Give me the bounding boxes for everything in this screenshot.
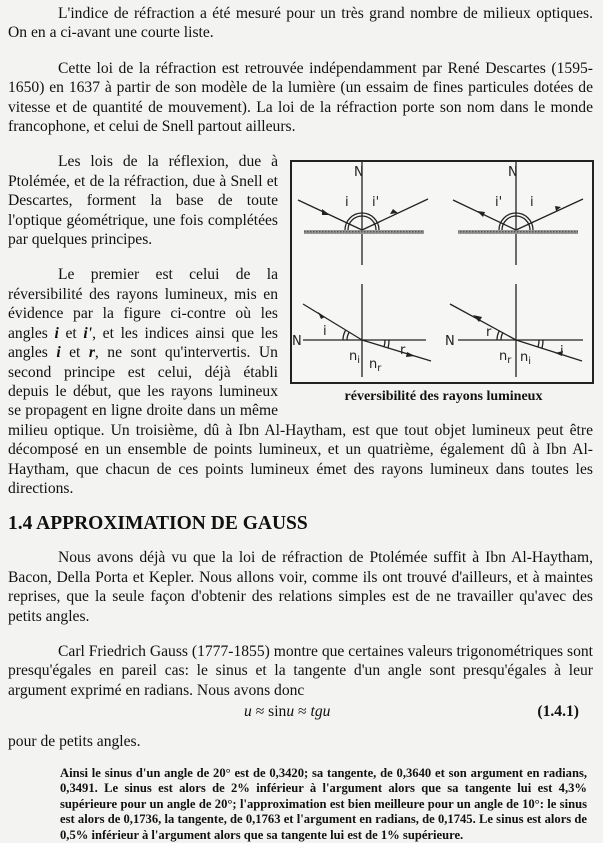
label-i-prime: i' <box>495 195 503 211</box>
label-n-r: $n_r$ <box>369 357 382 375</box>
mirror-surface <box>304 230 424 234</box>
paragraph-principles: Le premier est celui de la réversibilité des rayons lumineux, mis en évidence par la figure ci-contre où les angles i et i', et les indices ainsi que les angles i et r, ne sont qu'intervertis. Un second principe est celui, déjà établi depuis le début, que les rayons lumineux se propagent en ligne droite dans un même milieu optique. Un troisième, dû à Ibn Al-Haytham, est que tout objet lumineux peut être décomposé en un ensemble de points lumineux, et un quatrième, également dû à Ibn Al-Haytham, que chacun de ces points lumineux émet des rayons lumineux dans toutes les directions. <box>8 266 593 497</box>
incident-ray <box>303 304 362 340</box>
paragraph-descartes: Cette loi de la réfraction est retrouvée indépendamment par René Descartes (1595-1650) en 1637 à partir de son modèle de la lumière (un essaim de fines particules dotées de vitesse et de quantité de mouvement). La loi de la réfraction porte son nom dans le monde francophone, et celui de Snell partout ailleurs. <box>8 59 593 136</box>
label-i: i <box>323 324 327 340</box>
label-n-i: $n_i$ <box>349 349 361 367</box>
section-heading: 1.4 APPROXIMATION DE GAUSS <box>8 513 308 535</box>
label-i: i <box>530 195 534 211</box>
paragraph-small-angles: Nous avons déjà vu que la loi de réfraction de Ptolémée suffit à Ibn Al-Haytham, Bacon, Della Porta et Kepler. Nous allons voir, comme ils ont trouvé d'ailleurs, et à maintes reprises, que la seule façon d'obtenir des relations simples est de ne travailler qu'avec des petits angles. <box>8 549 593 625</box>
label-i: i <box>560 344 564 360</box>
label-r: r <box>400 343 406 359</box>
paragraph-laws: Les lois de la réflexion, due à Ptolémée, et de la réfraction, due à Snell et Descartes, forment la base de toute l'optique géométrique, une fois complétées par quelques principes. <box>8 153 278 249</box>
paragraph-conclusion: pour de petits angles. <box>8 733 141 751</box>
equation-number: (1.4.1) <box>537 703 579 721</box>
ray-diagrams <box>292 162 592 382</box>
arrow-icon <box>322 209 330 215</box>
note-numeric-example: Ainsi le sinus d'un angle de 20° est de 0,3420; sa tangente, de 0,3640 et son argument en radians, 0,3491. Le sinus est alors de 2% inférieur à l'argument alors que sa tangente lui est 4,3% supérieure pour un angle de 20°; l'approximation est bien meilleure pour un angle de 10°: le sinus est alors de 0,1736, la tangente, de 0,1763 et l'argument en radians, de 0,1745. Le sinus est alors de 0,5% inférieur à l'argument alors que sa tangente lui est de 1% supérieure. <box>60 765 587 842</box>
label-n-r: $n_r$ <box>499 349 512 367</box>
label-normal: N <box>354 165 364 181</box>
equation-formula: u ≈ sinu ≈ tgu <box>244 703 331 721</box>
label-normal: N <box>508 165 518 181</box>
label-n-i: $n_i$ <box>520 350 532 368</box>
reversibility-figure <box>290 160 597 406</box>
label-i: i <box>345 195 349 211</box>
figure-caption: réversibilité des rayons lumineux <box>344 389 543 405</box>
arrow-icon <box>318 312 325 319</box>
document-page <box>8 4 593 843</box>
mirror-surface <box>458 230 578 234</box>
figure-frame <box>290 160 594 384</box>
label-i-prime: i' <box>372 195 380 211</box>
arrow-icon <box>477 211 485 217</box>
paragraph-gauss: Carl Friedrich Gauss (1777-1855) montre que certaines valeurs trigonométriques sont presqu'égales en pareil cas: le sinus et la tangente d'un angle sont presqu'égales à leur argument exprimé en radians. Nous avons donc <box>8 642 593 699</box>
paragraph-refraction-index: L'indice de réfraction a été mesuré pour un très grand nombre de milieux optiques. On en a ci-avant une courte liste. <box>8 5 593 42</box>
equation-1-4-1 <box>8 702 593 724</box>
label-r: r <box>486 325 492 341</box>
label-normal: N <box>445 334 455 350</box>
label-normal: N <box>292 334 302 350</box>
